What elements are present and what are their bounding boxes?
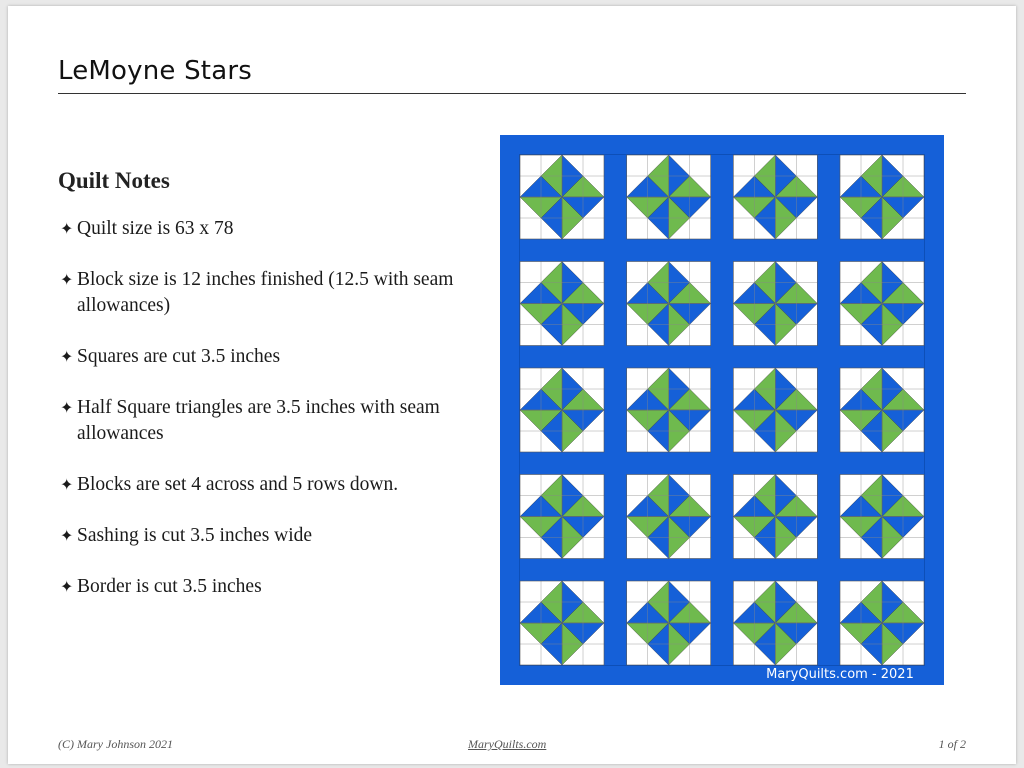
star-block <box>840 262 924 346</box>
star-block <box>627 155 711 239</box>
star-block <box>840 368 924 452</box>
star-block <box>627 368 711 452</box>
footer-copyright: (C) Mary Johnson 2021 <box>58 737 173 751</box>
star-block <box>520 155 604 239</box>
star-block <box>520 368 604 452</box>
note-text: Half Square triangles are 3.5 inches with seam allowances <box>77 397 440 444</box>
note-item <box>60 523 460 549</box>
footer-page-number: 1 of 2 <box>938 737 966 751</box>
star-bullet-icon: ✦ <box>60 577 74 596</box>
notes-list <box>60 216 460 625</box>
star-block <box>733 262 817 346</box>
star-bullet-icon: ✦ <box>60 219 74 238</box>
note-item <box>60 216 460 242</box>
note-text: Quilt size is 63 x 78 <box>77 218 234 239</box>
note-text: Border is cut 3.5 inches <box>77 576 262 597</box>
note-text: Block size is 12 inches finished (12.5 with seam allowances) <box>77 269 454 316</box>
star-block <box>520 475 604 559</box>
note-text: Blocks are set 4 across and 5 rows down. <box>77 474 399 495</box>
star-block <box>520 262 604 346</box>
star-block <box>627 581 711 665</box>
star-bullet-icon: ✦ <box>60 475 74 494</box>
quilt-illustration <box>500 135 944 685</box>
quilt-watermark: MaryQuilts.com - 2021 <box>766 667 914 682</box>
note-item <box>60 344 460 370</box>
document-page <box>8 6 1016 764</box>
star-block <box>733 581 817 665</box>
page-title: LeMoyne Stars <box>58 56 252 86</box>
note-item <box>60 574 460 600</box>
star-bullet-icon: ✦ <box>60 398 74 417</box>
star-block <box>733 475 817 559</box>
star-block <box>627 475 711 559</box>
star-block <box>733 368 817 452</box>
star-block <box>520 581 604 665</box>
footer-site-link[interactable]: MaryQuilts.com <box>468 737 547 751</box>
notes-heading: Quilt Notes <box>58 168 170 193</box>
note-text: Sashing is cut 3.5 inches wide <box>77 525 313 546</box>
note-item <box>60 395 460 447</box>
star-block <box>840 155 924 239</box>
star-bullet-icon: ✦ <box>60 347 74 366</box>
star-block <box>840 475 924 559</box>
note-text: Squares are cut 3.5 inches <box>77 346 281 367</box>
star-block <box>627 262 711 346</box>
star-block <box>733 155 817 239</box>
quilt-diagram <box>500 135 944 685</box>
star-block <box>840 581 924 665</box>
star-bullet-icon: ✦ <box>60 270 74 289</box>
star-bullet-icon: ✦ <box>60 526 74 545</box>
note-item <box>60 267 460 319</box>
note-item <box>60 472 460 498</box>
title-divider <box>58 93 966 94</box>
